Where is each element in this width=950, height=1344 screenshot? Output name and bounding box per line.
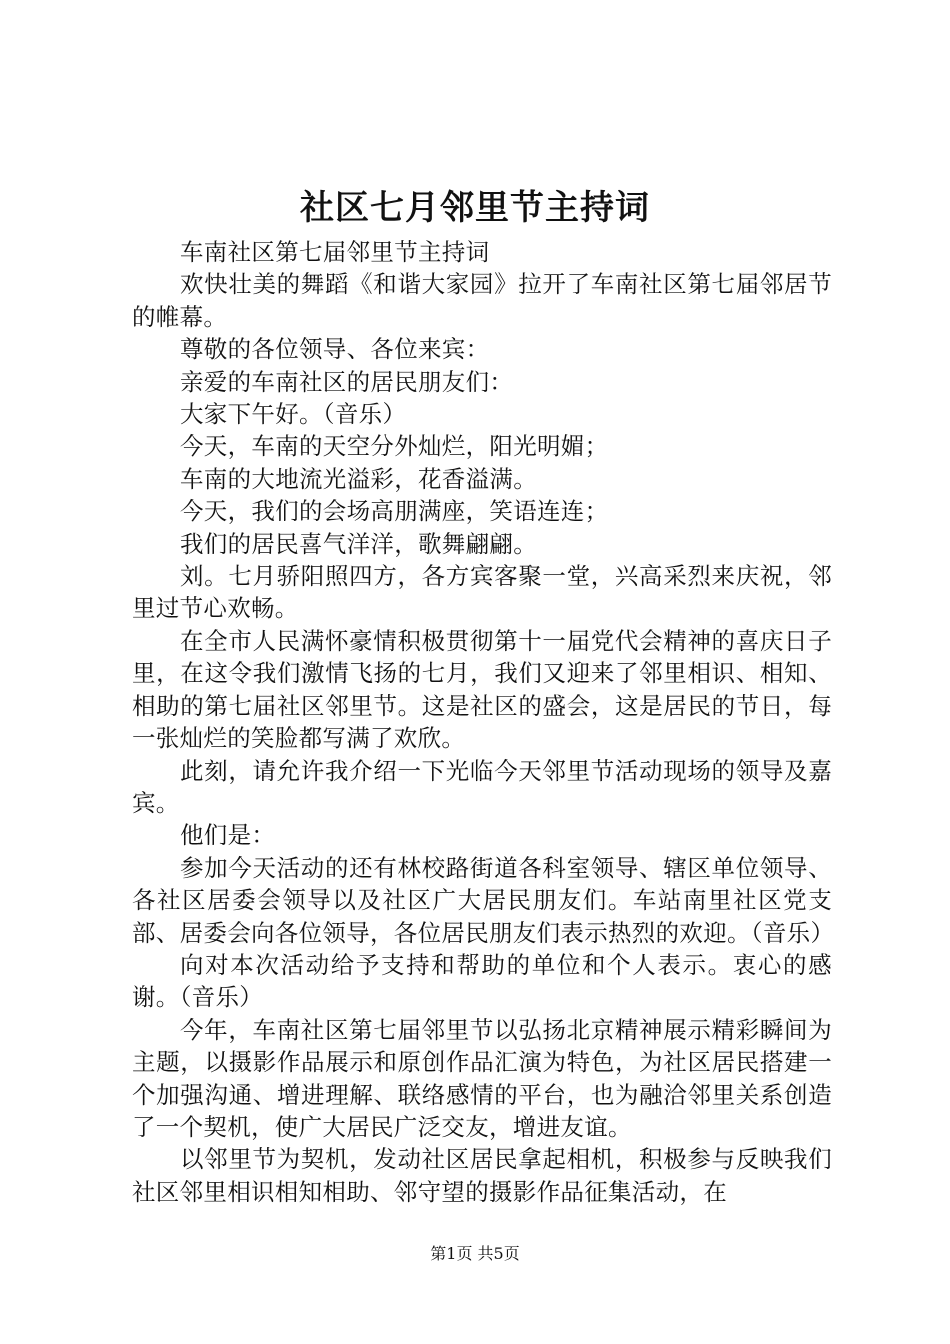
paragraph: 参加今天活动的还有林校路街道各科室领导、辖区单位领导、各社区居委会领导以及社区广大居民朋友们。车站南里社区党支部、居委会向各位领导，各位居民朋友们表示热烈的欢迎。（音乐） bbox=[132, 853, 835, 947]
document-title: 社区七月邻里节主持词 bbox=[300, 188, 650, 228]
paragraph: 尊敬的各位领导、各位来宾： bbox=[180, 335, 490, 364]
paragraph: 今年，车南社区第七届邻里节以弘扬北京精神展示精彩瞬间为主题，以摄影作品展示和原创作品汇演为特色，为社区居民搭建一个加强沟通、增进理解、联络感情的平台，也为融洽邻里关系创造了一个契机，使广大居民广泛交友，增进友谊。 bbox=[132, 1015, 832, 1141]
paragraph: 车南的大地流光溢彩，花香溢满。 bbox=[180, 464, 537, 493]
paragraph: 在全市人民满怀豪情积极贯彻第十一届党代会精神的喜庆日子里，在这令我们激情飞扬的七月，我们又迎来了邻里相识、相知、相助的第七届社区邻里节。这是社区的盛会，这是居民的节日，每一张灿烂的笑脸都写满了欢欣。 bbox=[132, 626, 832, 753]
paragraph: 此刻，请允许我介绍一下光临今天邻里节活动现场的领导及嘉宾。 bbox=[132, 756, 832, 817]
paragraph: 车南社区第七届邻里节主持词 bbox=[180, 238, 490, 266]
paragraph: 刘。七月骄阳照四方，各方宾客聚一堂，兴高采烈来庆祝，邻里过节心欢畅。 bbox=[132, 562, 832, 623]
paragraph: 亲爱的车南社区的居民朋友们： bbox=[180, 367, 514, 396]
paragraph: 大家下午好。（音乐） bbox=[180, 400, 407, 429]
paragraph: 以邻里节为契机，发动社区居民拿起相机，积极参与反映我们社区邻里相识相知相助、邻守望的摄影作品征集活动，在 bbox=[132, 1145, 832, 1206]
paragraph: 欢快壮美的舞蹈《和谐大家园》拉开了车南社区第七届邻居节的帷幕。 bbox=[132, 270, 832, 331]
paragraph: 他们是： bbox=[180, 821, 276, 850]
paragraph: 今天，车南的天空分外灿烂，阳光明媚； bbox=[180, 432, 609, 461]
paragraph: 我们的居民喜气洋洋，歌舞翩翩。 bbox=[180, 529, 537, 558]
document-body bbox=[132, 236, 835, 1208]
paragraph: 今天，我们的会场高朋满座，笑语连连； bbox=[180, 497, 609, 526]
page-number-footer: 第1页 共5页 bbox=[430, 1244, 520, 1263]
paragraph: 向对本次活动给予支持和帮助的单位和个人表示。衷心的感谢。（音乐） bbox=[132, 950, 832, 1012]
